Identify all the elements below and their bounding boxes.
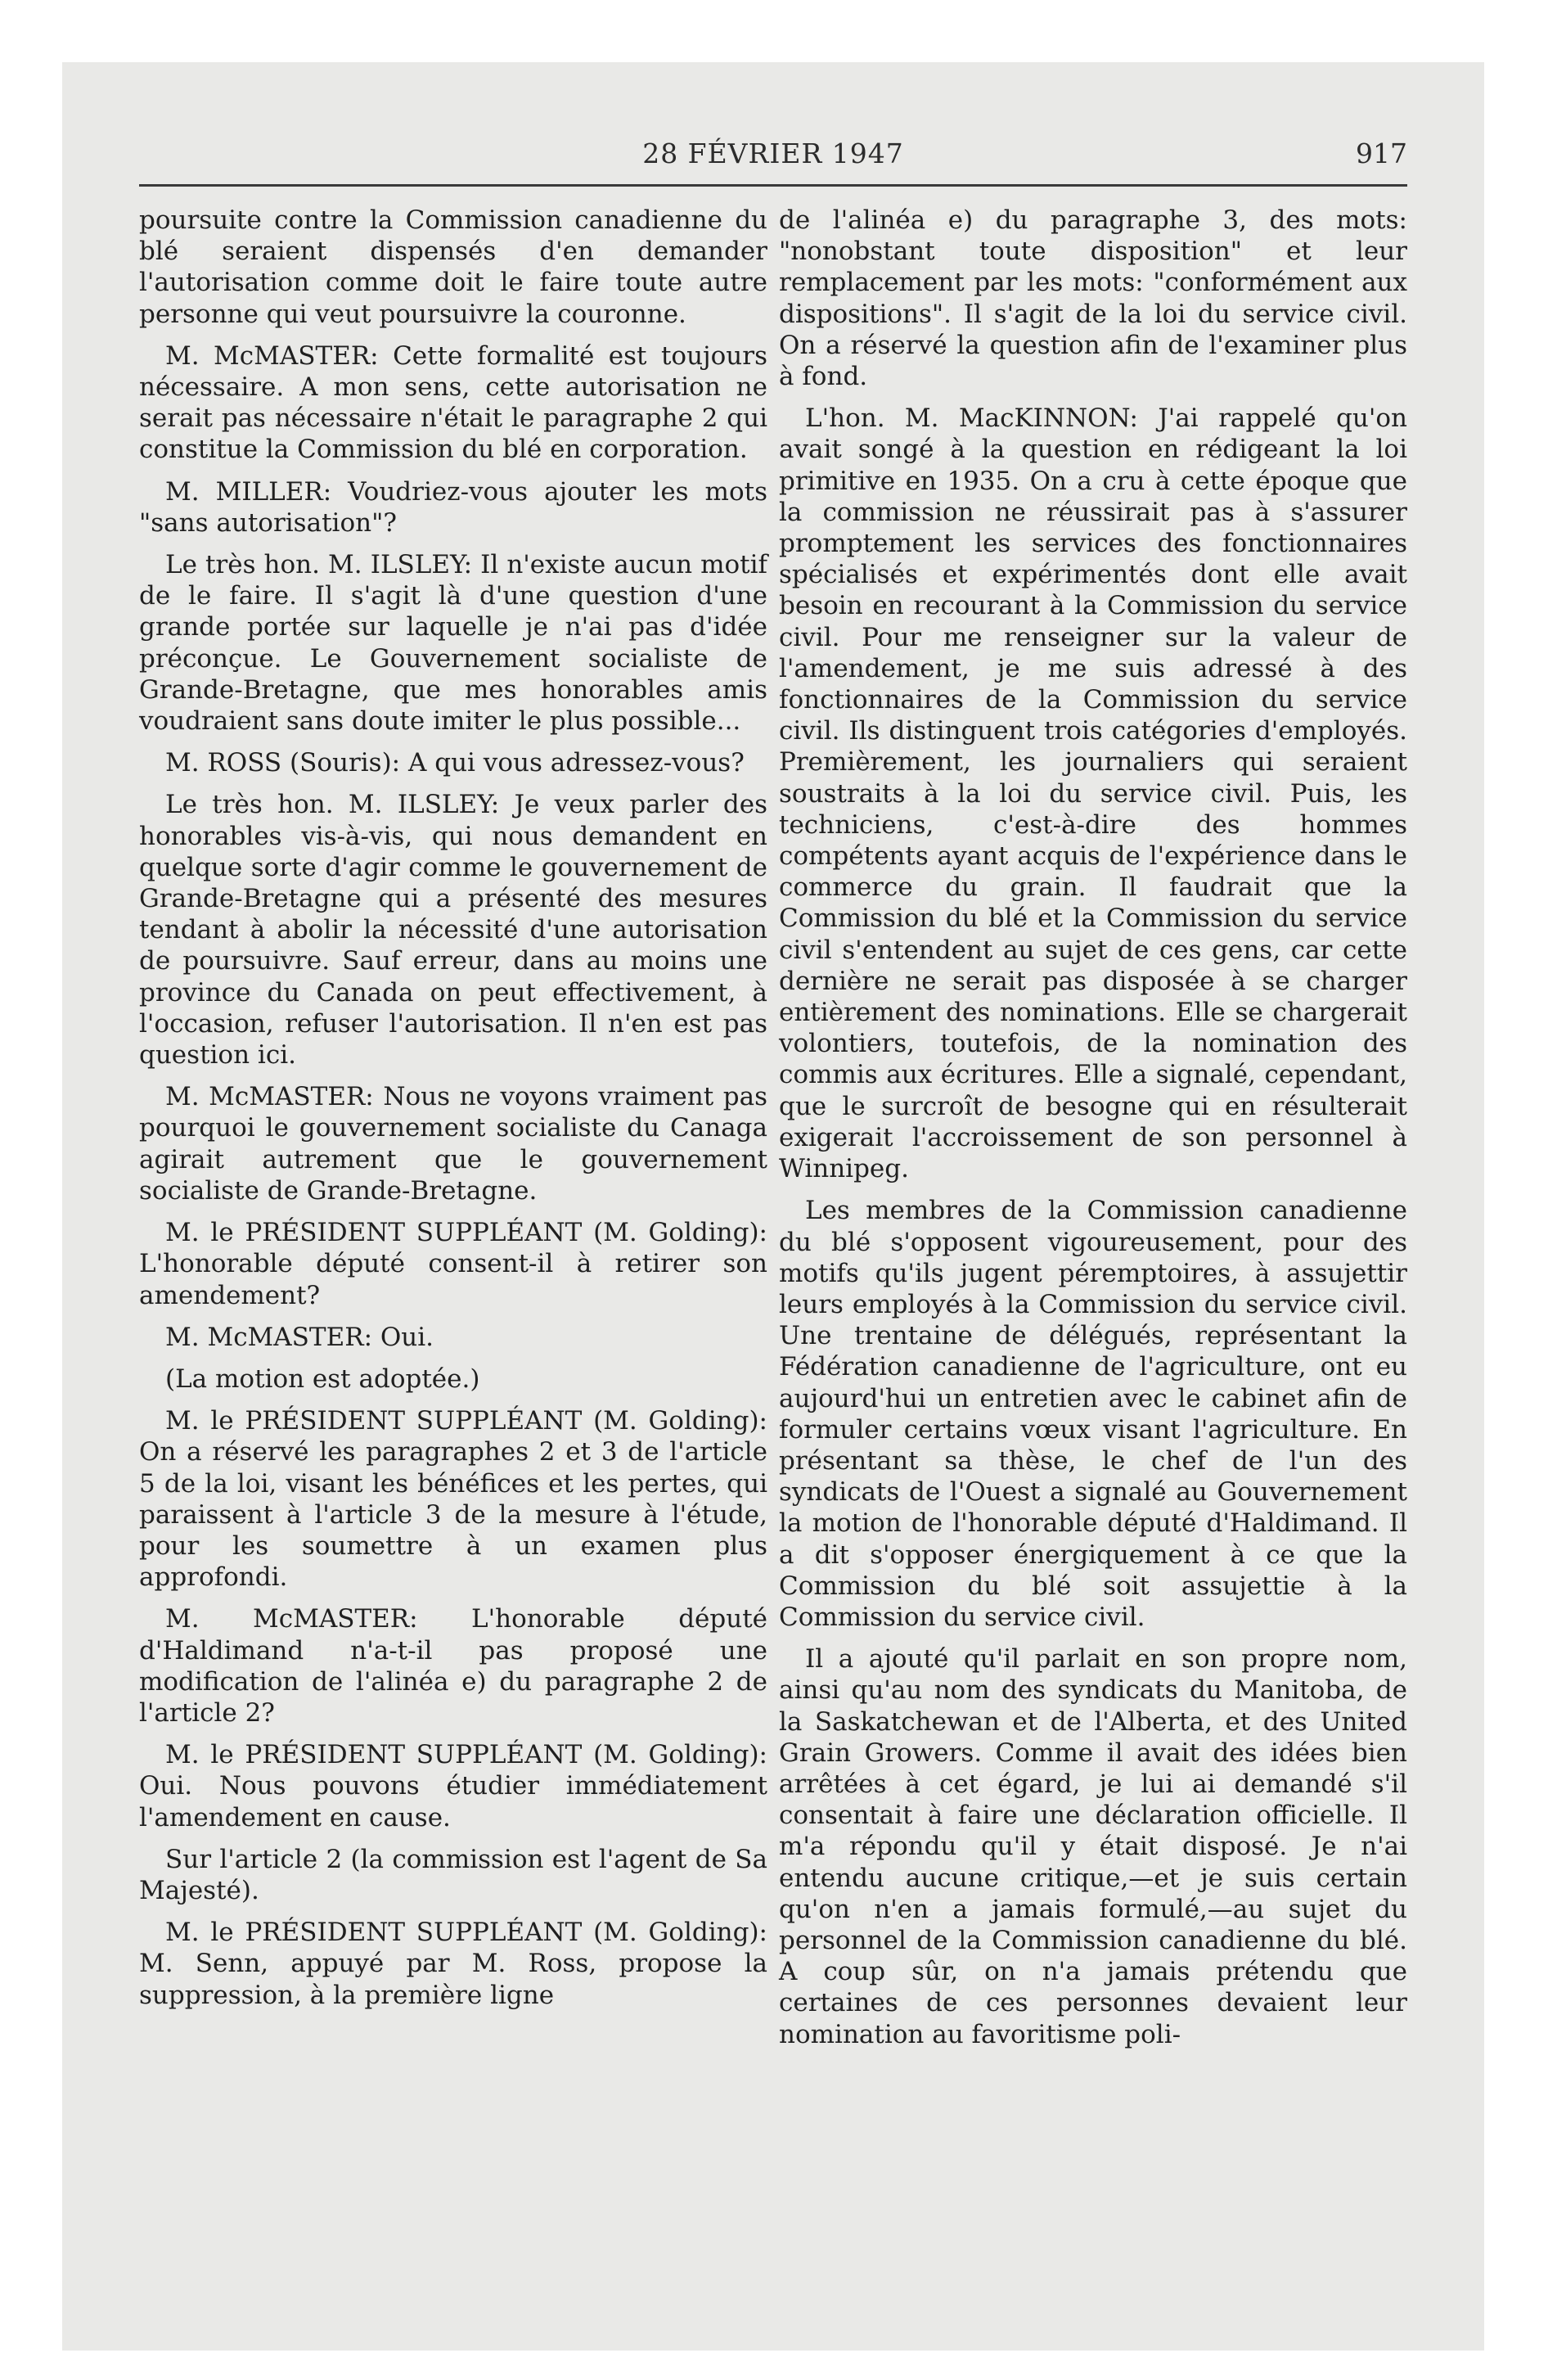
- paragraph: Sur l'article 2 (la commission est l'agent de Sa Majesté).: [139, 1844, 767, 1905]
- paragraph: (La motion est adoptée.): [165, 1364, 480, 1394]
- paragraph: Le très hon. M. ILSLEY: Je veux parler des honorables vis-à-vis, qui nous demandent en quelque sorte d'agir comme le gouvernement de Grande-Bretagne qui a présenté des mesures tendant à abolir la nécessité d'une autorisation de poursuivre. Sauf erreur, dans au moins une province du Canada on peut effectivement, à l'occasion, refuser l'autorisation. Il n'en est pas question ici.: [139, 790, 767, 1071]
- paragraph: M. McMASTER: Cette formalité est toujours nécessaire. A mon sens, cette autorisation ne serait pas nécessaire n'était le paragraphe 2 qui constitue la Commission du blé en corporation.: [139, 340, 767, 465]
- paragraph: M. le PRÉSIDENT SUPPLÉANT (M. Golding): On a réservé les paragraphes 2 et 3 de l'article 5 de la loi, visant les bénéfices et les pertes, qui paraissent à l'article 3 de la mesure à l'étude, pour les soumettre à un examen plus approfondi.: [139, 1406, 767, 1593]
- paragraph: M. le PRÉSIDENT SUPPLÉANT (M. Golding): M. Senn, appuyé par M. Ross, propose la suppression, à la première ligne: [139, 1918, 767, 2010]
- paragraph: Le très hon. M. ILSLEY: Il n'existe aucun motif de le faire. Il s'agit là d'une question d'une grande portée sur laquelle je n'ai pas d'idée préconçue. Le Gouvernement socialiste de Grande-Bretagne, que mes honorables amis voudraient sans doute imiter le plus possible...: [139, 550, 767, 737]
- right-column: [779, 205, 1407, 2061]
- paragraph: poursuite contre la Commission canadienne du blé seraient dispensés d'en demander l'autorisation comme doit le faire toute autre personne qui veut poursuivre la couronne.: [139, 205, 767, 329]
- paragraph: Les membres de la Commission canadienne du blé s'opposent vigoureusement, pour des motifs qu'ils jugent péremptoires, à assujettir leurs employés à la Commission du service civil. Une trentaine de délégués, représentant la Fédération canadienne de l'agriculture, ont eu aujourd'hui un entretien avec le cabinet afin de formuler certains vœux visant l'agriculture. En présentant sa thèse, le chef de l'un des syndicats de l'Ouest a signalé au Gouvernement la motion de l'honorable député d'Haldimand. Il a dit s'opposer énergiquement à ce que la Commission du blé soit assujettie à la Commission du service civil.: [779, 1196, 1407, 1632]
- page-header: [139, 137, 1407, 183]
- header-date: 28 FÉVRIER 1947: [642, 137, 904, 169]
- paragraph: M. McMASTER: Nous ne voyons vraiment pas pourquoi le gouvernement socialiste du Canaga agirait autrement que le gouvernement socialiste de Grande-Bretagne.: [139, 1082, 767, 1206]
- paragraph: M. McMASTER: Oui.: [165, 1322, 434, 1352]
- header-rule: [139, 184, 1407, 187]
- paragraph: M. MILLER: Voudriez-vous ajouter les mots "sans autorisation"?: [139, 476, 767, 538]
- paragraph: M. ROSS (Souris): A qui vous adressez-vous?: [165, 748, 745, 778]
- paragraph: L'hon. M. MacKINNON: J'ai rappelé qu'on avait songé à la question en rédigeant la loi primitive en 1935. On a cru à cette époque que la commission ne réussirait pas à s'assurer promptement les services des fonctionnaires spécialisés et expérimentés dont elle avait besoin en recourant à la Commission du service civil. Pour me renseigner sur la valeur de l'amendement, je me suis adressé à des fonctionnaires de la Commission du service civil. Ils distinguent trois catégories d'employés. Premièrement, les journaliers qui seraient soustraits à la loi du service civil. Puis, les techniciens, c'est-à-dire des hommes compétents ayant acquis de l'expérience dans le commerce du grain. Il faudrait que la Commission du blé et la Commission du service civil s'entendent au sujet de ces gens, car cette dernière ne serait pas disposée à se charger entièrement des nominations. Elle se chargerait volontiers, toutefois, de la nomination des commis aux écritures. Elle a signalé, cependant, que le surcroît de besogne qui en résulterait exigerait l'accroissement de son personnel à Winnipeg.: [779, 403, 1407, 1184]
- paragraph: de l'alinéa e) du paragraphe 3, des mots: "nonobstant toute disposition" et leur remplacement par les mots: "conformément aux dispositions". Il s'agit de la loi du service civil. On a réservé la question afin de l'examiner plus à fond.: [779, 205, 1407, 392]
- paragraph: M. le PRÉSIDENT SUPPLÉANT (M. Golding): Oui. Nous pouvons étudier immédiatement l'amendement en cause.: [139, 1740, 767, 1832]
- paragraph: M. le PRÉSIDENT SUPPLÉANT (M. Golding): L'honorable député consent-il à retirer son amendement?: [139, 1218, 767, 1310]
- left-column: [139, 205, 767, 2022]
- paragraph: Il a ajouté qu'il parlait en son propre nom, ainsi qu'au nom des syndicats du Manitoba, de la Saskatchewan et de l'Alberta, et des United Grain Growers. Comme il avait des idées bien arrêtées à cet égard, je lui ai demandé s'il consentait à faire une déclaration officielle. Il m'a répondu qu'il y était disposé. Je n'ai entendu aucune critique,—et je suis certain qu'on n'en a jamais formulé,—au sujet du personnel de la Commission canadienne du blé. A coup sûr, on n'a jamais prétendu que certaines de ces personnes devaient leur nomination au favoritisme poli-: [779, 1644, 1407, 2049]
- paragraph: M. McMASTER: L'honorable député d'Haldimand n'a-t-il pas proposé une modification de l'alinéa e) du paragraphe 2 de l'article 2?: [139, 1604, 767, 1728]
- page-number: 917: [1356, 137, 1407, 169]
